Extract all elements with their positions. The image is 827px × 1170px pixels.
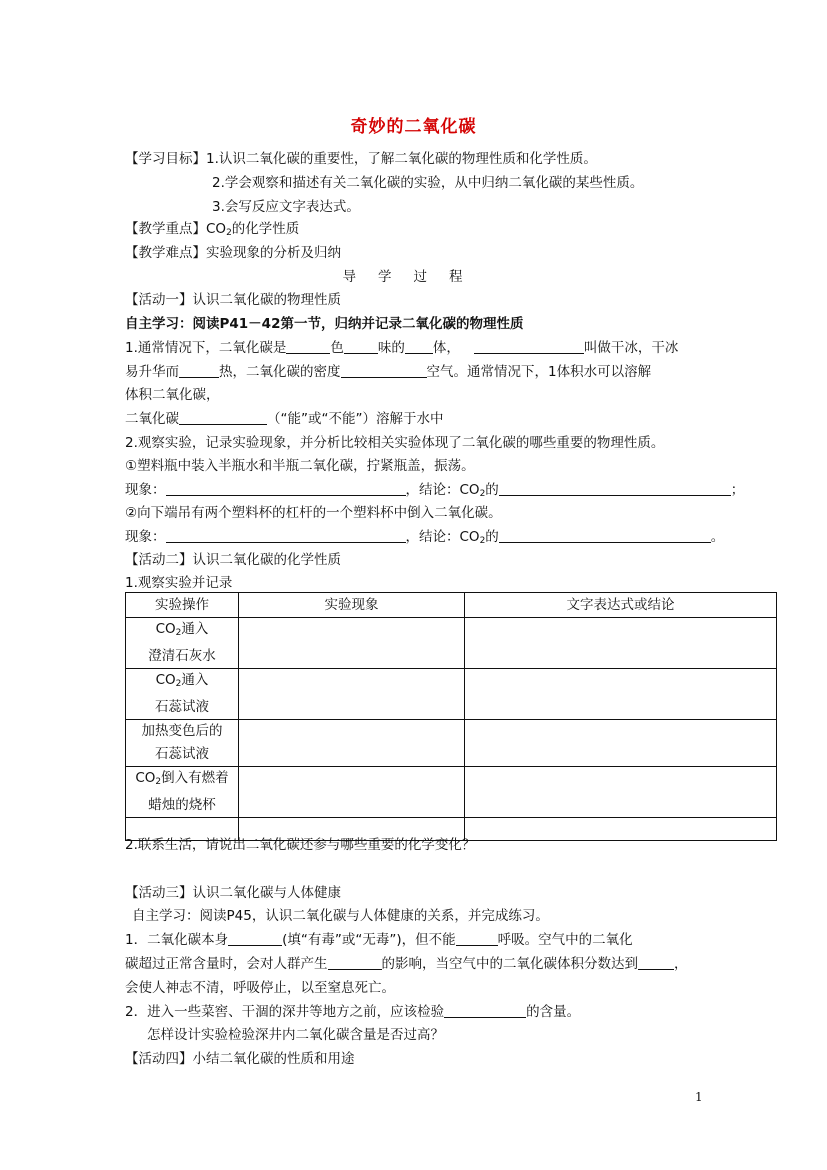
- blank-color[interactable]: [286, 339, 330, 354]
- blank-gas[interactable]: [444, 1003, 526, 1018]
- activity1-exp2: ②向下端吊有两个塑料杯的杠杆的一个塑料杯中倒入二氧化碳。: [125, 505, 502, 521]
- table-row: [126, 720, 777, 767]
- difficulty-label: 【教学难点】: [125, 245, 206, 261]
- blank-phenomenon-1[interactable]: [166, 481, 406, 496]
- activity1-exp2-record: 现象： ，结论：$CO_2$的 。: [125, 529, 725, 546]
- blank-fraction[interactable]: [638, 955, 674, 970]
- activity4-heading: 【活动四】小结二氧化碳的性质和用途: [125, 1051, 355, 1067]
- page-number: 1: [695, 1090, 703, 1104]
- key-point-label: 【教学重点】: [125, 221, 206, 237]
- table-row: [126, 669, 777, 720]
- conclusion-cell[interactable]: [465, 720, 777, 767]
- experiment-table: [125, 592, 777, 841]
- process-heading: 导学过程: [342, 269, 485, 285]
- activity1-heading: 【活动一】认识二氧化碳的物理性质: [125, 292, 341, 308]
- activity2-label: 【活动二】: [125, 552, 193, 568]
- phenomenon-cell[interactable]: [239, 669, 465, 720]
- blank-state[interactable]: [405, 339, 433, 354]
- activity1-q1-line3: 体积二氧化碳，: [125, 387, 220, 403]
- conclusion-cell[interactable]: [465, 767, 777, 818]
- conclusion-cell[interactable]: [465, 669, 777, 720]
- activity3-q1-line3: 会使人神志不清，呼吸停止，以至窒息死亡。: [125, 980, 395, 996]
- header-operation: 实验操作: [126, 593, 239, 618]
- activity1-self-study: 自主学习：阅读P41－42第一节，归纳并记录二氧化碳的物理性质: [125, 316, 524, 332]
- learning-goal-3: 3.会写反应文字表达式。: [212, 199, 360, 215]
- phenomenon-cell[interactable]: [239, 720, 465, 767]
- blank-soluble[interactable]: [179, 410, 267, 425]
- activity3-q1-line2: 碳超过正常含量时，会对人群产生 的影响，当空气中的二氧化碳体积分数达到 ，: [125, 956, 688, 972]
- blank-density[interactable]: [341, 363, 427, 378]
- blank-breathe[interactable]: [456, 931, 498, 946]
- activity1-exp1-record: 现象： ，结论：$CO_2$的 ；: [125, 482, 745, 499]
- activity1-q1-line1: 1.通常情况下，二氧化碳是 色 味的 体， 叫做干冰，干冰: [125, 340, 679, 356]
- blank-conclusion-1[interactable]: [499, 481, 731, 496]
- activity1-q1-line4: 二氧化碳 （“能”或“不能”）溶解于水中: [125, 411, 444, 427]
- blank-phenomenon-2[interactable]: [166, 528, 406, 543]
- operation-cell: 加热变色后的 石蕊试液: [126, 720, 239, 767]
- activity3-q2: 2．进入一些菜窖、干涸的深井等地方之前，应该检验 的含量。: [125, 1004, 581, 1020]
- activity1-q1-line2: 易升华而 热，二氧化碳的密度 空气。通常情况下，1体积水可以溶解: [125, 364, 652, 380]
- header-conclusion: 文字表达式或结论: [465, 593, 777, 618]
- activity3-q1-line1: 1．二氧化碳本身 (填“有毒”或“无毒”)，但不能 呼吸。空气中的二氧化: [125, 932, 633, 948]
- key-point: 【教学重点】$CO_2$的化学性质: [125, 221, 300, 238]
- activity4-label: 【活动四】: [125, 1051, 193, 1067]
- phenomenon-cell[interactable]: [239, 767, 465, 818]
- activity3-label: 【活动三】: [125, 885, 193, 901]
- difficulty: 【教学难点】实验现象的分析及归纳: [125, 245, 341, 261]
- blank-conclusion-2[interactable]: [499, 528, 711, 543]
- activity1-exp1: ①塑料瓶中装入半瓶水和半瓶二氧化碳，拧紧瓶盖，振荡。: [125, 458, 475, 474]
- conclusion-cell[interactable]: [465, 618, 777, 669]
- activity3-q3: 怎样设计实验检验深井内二氧化碳含量是否过高？: [147, 1027, 444, 1043]
- phenomenon-cell[interactable]: [239, 618, 465, 669]
- learning-goals-1: [125, 149, 597, 169]
- blank-odor[interactable]: [344, 339, 378, 354]
- conclusion-cell[interactable]: [465, 818, 777, 841]
- table-row: [126, 618, 777, 669]
- activity1-q2: 2.观察实验，记录实验现象，并分析比较相关实验体现了二氧化碳的哪些重要的物理性质。: [125, 435, 665, 451]
- learning-goal-1: 1.认识二氧化碳的重要性，了解二氧化碳的物理性质和化学性质。: [206, 151, 597, 167]
- blank-heat[interactable]: [179, 363, 219, 378]
- operation-cell: $CO_2$通入 澄清石灰水: [126, 618, 239, 669]
- activity3-heading: 【活动三】认识二氧化碳与人体健康: [125, 885, 341, 901]
- table-header-row: [126, 593, 777, 618]
- activity2-q2: 2.联系生活，请说出二氧化碳还参与哪些重要的化学变化？: [125, 837, 476, 853]
- header-phenomenon: 实验现象: [239, 593, 465, 618]
- table-row: [126, 767, 777, 818]
- activity1-label: 【活动一】: [125, 292, 193, 308]
- blank-dry-ice[interactable]: [474, 339, 584, 354]
- document-title: 奇妙的二氧化碳: [350, 117, 477, 137]
- activity2-sub1: 1.观察实验并记录: [125, 575, 233, 591]
- blank-effect[interactable]: [328, 955, 382, 970]
- operation-cell: $CO_2$倒入有燃着 蜡烛的烧杯: [126, 767, 239, 818]
- activity2-heading: 【活动二】认识二氧化碳的化学性质: [125, 552, 341, 568]
- learning-goals-label: 【学习目标】: [125, 151, 206, 167]
- activity3-self-study: 自主学习：阅读P45，认识二氧化碳与人体健康的关系，并完成练习。: [132, 908, 549, 924]
- learning-goal-2: 2.学会观察和描述有关二氧化碳的实验，从中归纳二氧化碳的某些性质。: [212, 175, 644, 191]
- blank-toxic[interactable]: [228, 931, 282, 946]
- operation-cell: $CO_2$通入 石蕊试液: [126, 669, 239, 720]
